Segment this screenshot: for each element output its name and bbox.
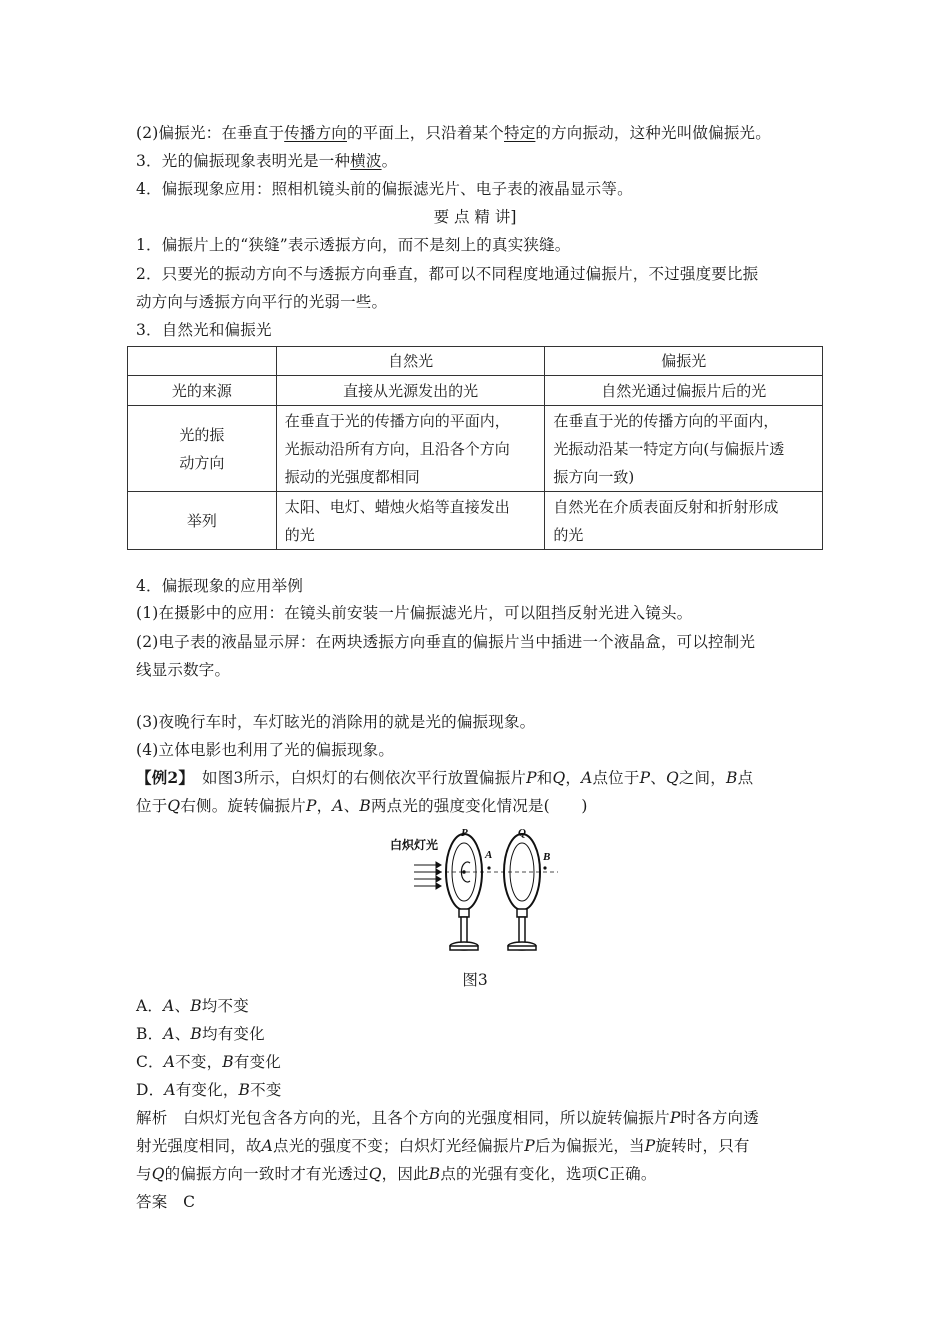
label-q: Q xyxy=(518,827,526,839)
table-header-row xyxy=(128,347,823,376)
example-question-line-2: 位于Q右侧。旋转偏振片P，A、B两点光的强度变化情况是( ) xyxy=(136,797,588,815)
light-rays-arrows xyxy=(414,862,441,889)
point-b-dot xyxy=(543,866,546,869)
header-natural-light: 自然光 xyxy=(276,347,545,376)
application-1: (1)在摄影中的应用：在镜头前安装一片偏振滤光片，可以阻挡反射光进入镜头。 xyxy=(136,604,693,622)
point-3: 3．自然光和偏振光 xyxy=(136,321,272,339)
application-2-line-2: 线显示数字。 xyxy=(136,661,231,679)
light-label: 白炽灯光 xyxy=(390,838,439,852)
comparison-table xyxy=(127,346,823,550)
application-2-line-1: (2)电子表的液晶显示屏：在两块透振方向垂直的偏振片当中插进一个液晶盒，可以控制光 xyxy=(136,633,756,651)
point-a-dot xyxy=(487,866,490,869)
table-row: 举列 太阳、电灯、蜡烛火焰等直接发出 的光 自然光在介质表面反射和折射形成 的光 xyxy=(128,492,823,550)
option-b: B．A、B均有变化 xyxy=(136,1025,265,1043)
table-row: 光的来源 直接从光源发出的光 自然光通过偏振片后的光 xyxy=(128,376,823,406)
table-row: 光的振 动方向 在垂直于光的传播方向的平面内， 光振动沿所有方向，且沿各个方向 振动的光强度都相同 在垂直于光的传播方向的平面内， 光振动沿某一特定方向(与偏振片透 振方向一致) xyxy=(128,406,823,492)
analysis-line-2: 射光强度相同，故A点光的强度不变；白炽灯光经偏振片P后为偏振光，当P旋转时，只有 xyxy=(136,1137,750,1155)
polarizer-figure xyxy=(388,825,568,960)
analysis-line-3: 与Q的偏振方向一致时才有光透过Q，因此B点的光强有变化，选项C正确。 xyxy=(136,1165,657,1183)
label-a: A xyxy=(485,849,493,861)
application-3: (3)夜晚行车时，车灯眩光的消除用的就是光的偏振现象。 xyxy=(136,713,536,731)
option-c: C．A不变，B有变化 xyxy=(136,1053,281,1071)
analysis-line-1: 解析 白炽灯光包含各方向的光，且各个方向的光强度相同，所以旋转偏振片P时各方向透 xyxy=(136,1109,759,1127)
figure-caption: 图3 xyxy=(462,971,488,989)
polarizer-q xyxy=(504,834,540,950)
polarizer-p xyxy=(446,834,482,950)
transverse-wave-line: 3．光的偏振现象表明光是一种横波。 xyxy=(136,152,398,170)
option-a: A．A、B均不变 xyxy=(136,997,249,1015)
polarized-light-definition: (2)偏振光：在垂直于传播方向的平面上，只沿着某个特定的方向振动，这种光叫做偏振光。 xyxy=(136,124,771,142)
section-title: 要 点 精 讲] xyxy=(433,208,517,226)
application-4: (4)立体电影也利用了光的偏振现象。 xyxy=(136,741,395,759)
example-question-line-1: 【例2】 如图3所示，白炽灯的右侧依次平行放置偏振片P和Q，A点位于P、Q之间，B点 xyxy=(136,768,754,787)
point-2-line-1: 2．只要光的振动方向不与透振方向垂直，都可以不同程度地通过偏振片，不过强度要比振 xyxy=(136,265,759,283)
option-d: D．A有变化，B不变 xyxy=(136,1081,282,1099)
header-polarized-light: 偏振光 xyxy=(545,347,823,376)
point-1: 1．偏振片上的“狭缝”表示透振方向，而不是刻上的真实狭缝。 xyxy=(136,236,571,254)
label-p: P xyxy=(461,827,468,839)
applications-title: 4．偏振现象的应用举例 xyxy=(136,577,304,595)
answer-line: 答案 C xyxy=(136,1193,196,1211)
example-tag: 【例2】 xyxy=(136,768,187,787)
point-2-line-2: 动方向与透振方向平行的光弱一些。 xyxy=(136,293,388,311)
application-line: 4．偏振现象应用：照相机镜头前的偏振滤光片、电子表的液晶显示等。 xyxy=(136,180,633,198)
label-b: B xyxy=(543,851,551,863)
